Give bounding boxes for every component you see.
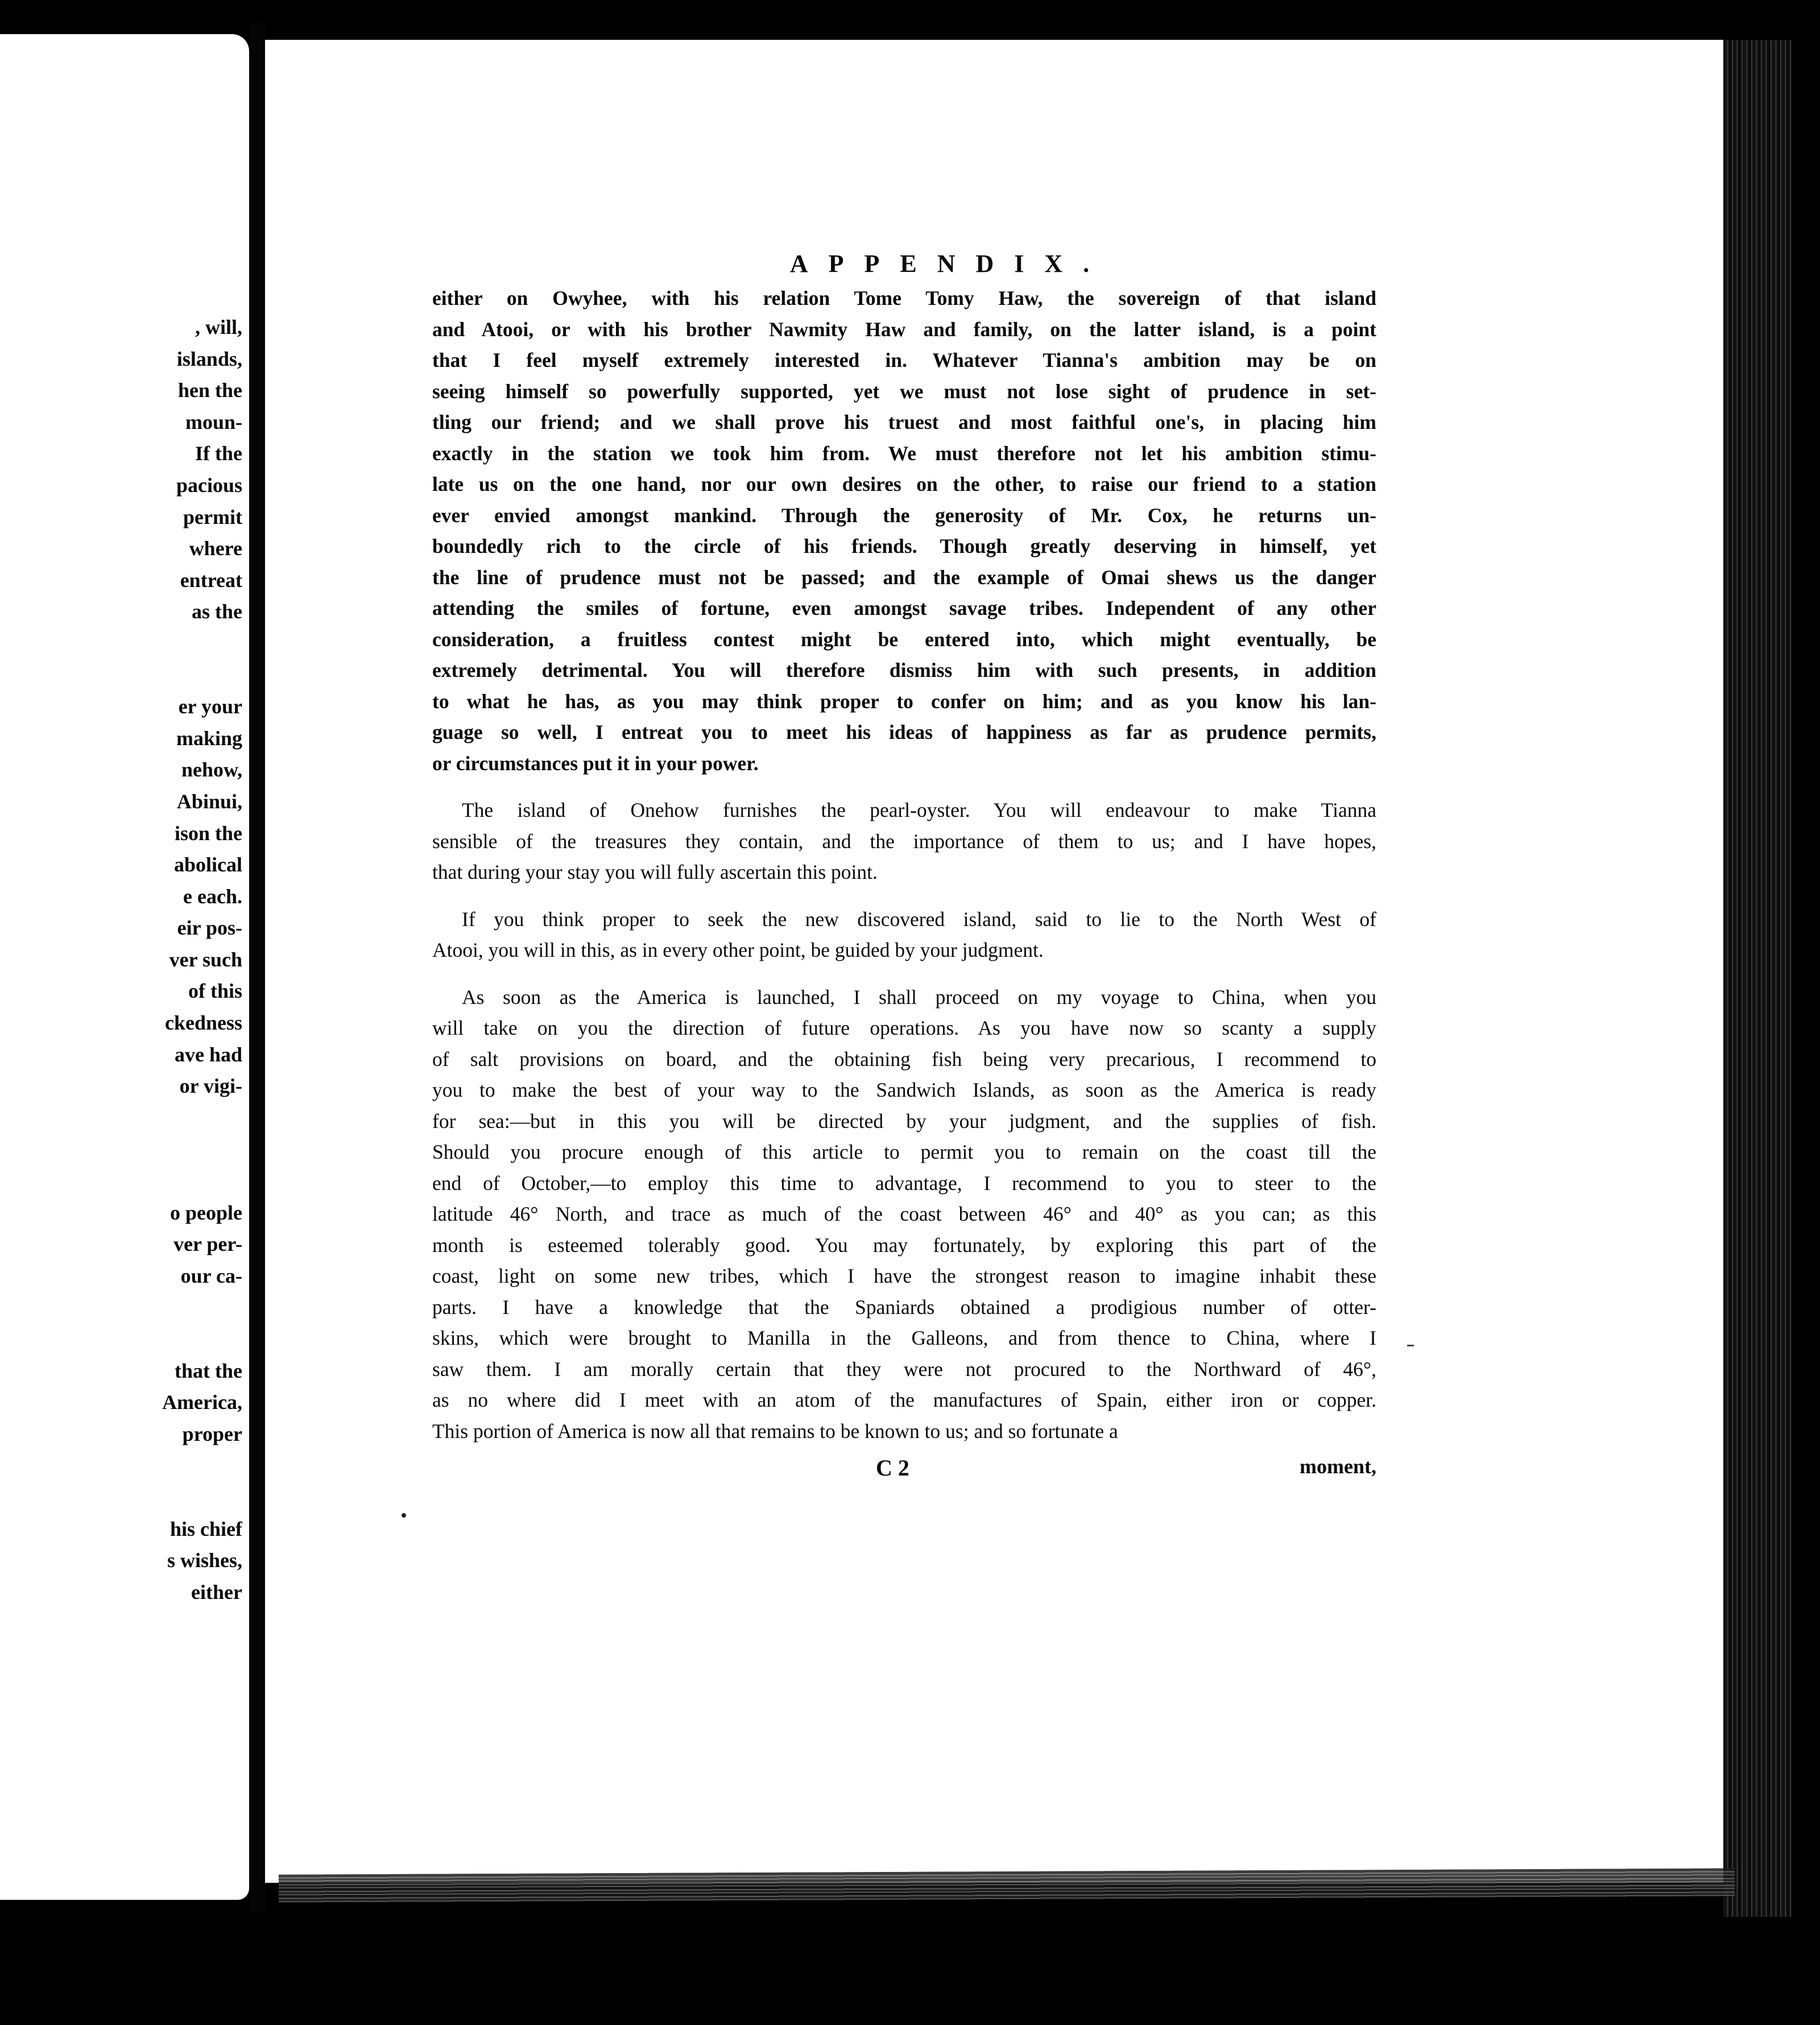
facing-page-line: that the <box>175 1359 242 1382</box>
text-line: extremely detrimental. You will therefore dismiss him with such presents, in addition <box>432 659 1376 681</box>
facing-page-line: making <box>176 726 242 750</box>
book-gutter <box>249 23 265 1911</box>
facing-page-line <box>72 1166 242 1197</box>
text-line: boundedly rich to the circle of his friends. Though greatly deserving in himself, yet <box>432 535 1376 557</box>
text-line: of salt provisions on board, and the obtaining fish being very precarious, I recommend to <box>432 1047 1376 1071</box>
text-line: late us on the one hand, nor our own desires on the other, to raise our friend to a station <box>432 473 1376 495</box>
facing-page-line <box>72 660 242 692</box>
body-paragraphs <box>432 283 1376 1447</box>
facing-page-line: where <box>189 537 242 560</box>
text-line: tling our friend; and we shall prove his truest and most faithful one's, in placing him <box>432 411 1376 433</box>
facing-page-line: hen the <box>177 379 242 402</box>
signature-mark: C 2 <box>876 1455 909 1481</box>
facing-page-line: o people <box>169 1201 242 1224</box>
facing-page-line: of this <box>188 980 242 1003</box>
text-line: parts. I have a knowledge that the Spaniards obtained a prodigious number of otter- <box>432 1295 1376 1319</box>
facing-page-line: ave had <box>174 1043 242 1066</box>
text-line: Should you procure enough of this article to permit you to remain on the coast till the <box>432 1140 1376 1163</box>
facing-page-line: ver such <box>169 948 242 971</box>
facing-page-line <box>72 1324 242 1355</box>
facing-page-line: ver per- <box>173 1233 242 1256</box>
facing-page-line: If the <box>195 442 242 465</box>
facing-page-line <box>72 1450 242 1482</box>
text-line: and Atooi, or with his brother Nawmity Haw and family, on the latter island, is a point <box>432 317 1376 341</box>
catchword: moment, <box>1300 1455 1376 1478</box>
facing-page-line: eir pos- <box>177 916 242 940</box>
text-line: seeing himself so powerfully supported, yet we must not lose sight of prudence in set- <box>432 379 1376 403</box>
ink-speck <box>402 1513 406 1518</box>
text-line: skins, which were brought to Manilla in the Galleons, and from thence to China, where I <box>432 1326 1376 1349</box>
facing-page-line: ckedness <box>164 1011 242 1035</box>
facing-page-line: his chief <box>169 1517 242 1540</box>
facing-page-line: , will, <box>195 316 242 338</box>
text-line: sensible of the treasures they contain, and the importance of them to us; and I have hopes, <box>432 829 1376 853</box>
text-line: ever envied amongst mankind. Through the generosity of Mr. Cox, he returns un- <box>432 503 1376 527</box>
facing-page-line: e each. <box>183 885 242 908</box>
facing-page-line: America, <box>162 1391 242 1414</box>
facing-page-text-fragments <box>72 312 242 1608</box>
text-line: or circumstances put it in your power. <box>432 751 759 775</box>
text-line: the line of prudence must not be passed; and the example of Omai shews us the danger <box>432 565 1376 589</box>
facing-page-line: er your <box>178 695 242 718</box>
page-bottom-edge <box>279 1868 1735 1903</box>
text-line: to what he has, as you may think proper to confer on him; and as you know his lan- <box>432 689 1376 713</box>
facing-page-line <box>72 1134 242 1166</box>
facing-page-line <box>72 1482 242 1514</box>
text-line: for sea:—but in this you will be directed by your judgment, and the supplies of fish. <box>432 1109 1376 1133</box>
page-edge-stack <box>1723 40 1792 1917</box>
text-line: you to make the best of your way to the Sandwich Islands, as soon as the America is ready <box>432 1078 1376 1101</box>
facing-page-line <box>72 1292 242 1324</box>
facing-page-line: Abinui, <box>176 790 242 813</box>
paragraph <box>432 904 1376 966</box>
text-line: This portion of America is now all that remains to be known to us; and so fortunate a <box>432 1419 1118 1443</box>
text-line: consideration, a fruitless contest might be entered into, which might eventually, be <box>432 627 1376 651</box>
text-line: If you think proper to seek the new discovered island, said to lie to the North West of <box>462 907 1376 931</box>
facing-page-line <box>72 628 242 660</box>
facing-page-line: entreat <box>180 568 242 592</box>
text-line: end of October,—to employ this time to advantage, I recommend to you to steer to the <box>432 1171 1376 1195</box>
facing-page-line: or vigi- <box>179 1075 242 1098</box>
text-line: As soon as the America is launched, I shall proceed on my voyage to China, when you <box>462 985 1376 1009</box>
facing-page-line: our ca- <box>180 1264 242 1287</box>
running-head: APPENDIX. <box>789 250 1110 278</box>
facing-page-line: nehow, <box>181 758 242 782</box>
text-line: either on Owyhee, with his relation Tome Tomy Haw, the sovereign of that island <box>432 287 1376 309</box>
paragraph <box>432 982 1376 1447</box>
text-line: month is esteemed tolerably good. You may fortunately, by exploring this part of the <box>432 1233 1376 1257</box>
facing-page-line: moun- <box>185 410 242 433</box>
text-line: attending the smiles of fortune, even amongst savage tribes. Independent of any other <box>432 597 1376 619</box>
facing-page-line: as the <box>192 600 242 623</box>
text-line: latitude 46° North, and trace as much of the coast between 46° and 40° as you can; as this <box>432 1202 1376 1225</box>
facing-page-line: proper <box>182 1422 242 1445</box>
text-line: exactly in the station we took him from. We must therefore not let his ambition stimu- <box>432 441 1376 465</box>
text-line: guage so well, I entreat you to meet his ideas of happiness as far as prudence permits, <box>432 721 1376 743</box>
facing-page-line: pacious <box>176 473 242 497</box>
facing-page-line: either <box>191 1580 242 1604</box>
paragraph <box>432 795 1376 888</box>
facing-page-line: abolical <box>173 853 242 877</box>
text-line: saw them. I am morally certain that they were not procured to the Northward of 46°, <box>432 1357 1376 1381</box>
facing-page-left <box>0 34 249 1900</box>
text-line: The island of Onehow furnishes the pearl-oyster. You will endeavour to make Tianna <box>462 799 1376 821</box>
text-line: as no where did I meet with an atom of the manufactures of Spain, either iron or copper. <box>432 1388 1376 1411</box>
text-line: will take on you the direction of future operations. As you have now so scanty a supply <box>432 1016 1376 1039</box>
facing-page-line: permit <box>183 505 242 528</box>
text-line: that I feel myself extremely interested in. Whatever Tianna's ambition may be on <box>432 349 1376 371</box>
text-line: Atooi, you will in this, as in every other point, be guided by your judgment. <box>432 939 1044 961</box>
paragraph <box>432 283 1376 779</box>
facing-page-line <box>72 1102 242 1134</box>
text-line: that during your stay you will fully ascertain this point. <box>432 861 878 883</box>
page-footer <box>432 1454 1376 1489</box>
facing-page-line: s wishes, <box>167 1549 242 1572</box>
ink-mark <box>1407 1345 1414 1346</box>
facing-page-line: islands, <box>176 347 242 370</box>
page-text-block <box>432 249 1376 1489</box>
text-line: coast, light on some new tribes, which I have the strongest reason to imagine inhabit these <box>432 1264 1376 1287</box>
facing-page-line: ison the <box>174 821 242 845</box>
